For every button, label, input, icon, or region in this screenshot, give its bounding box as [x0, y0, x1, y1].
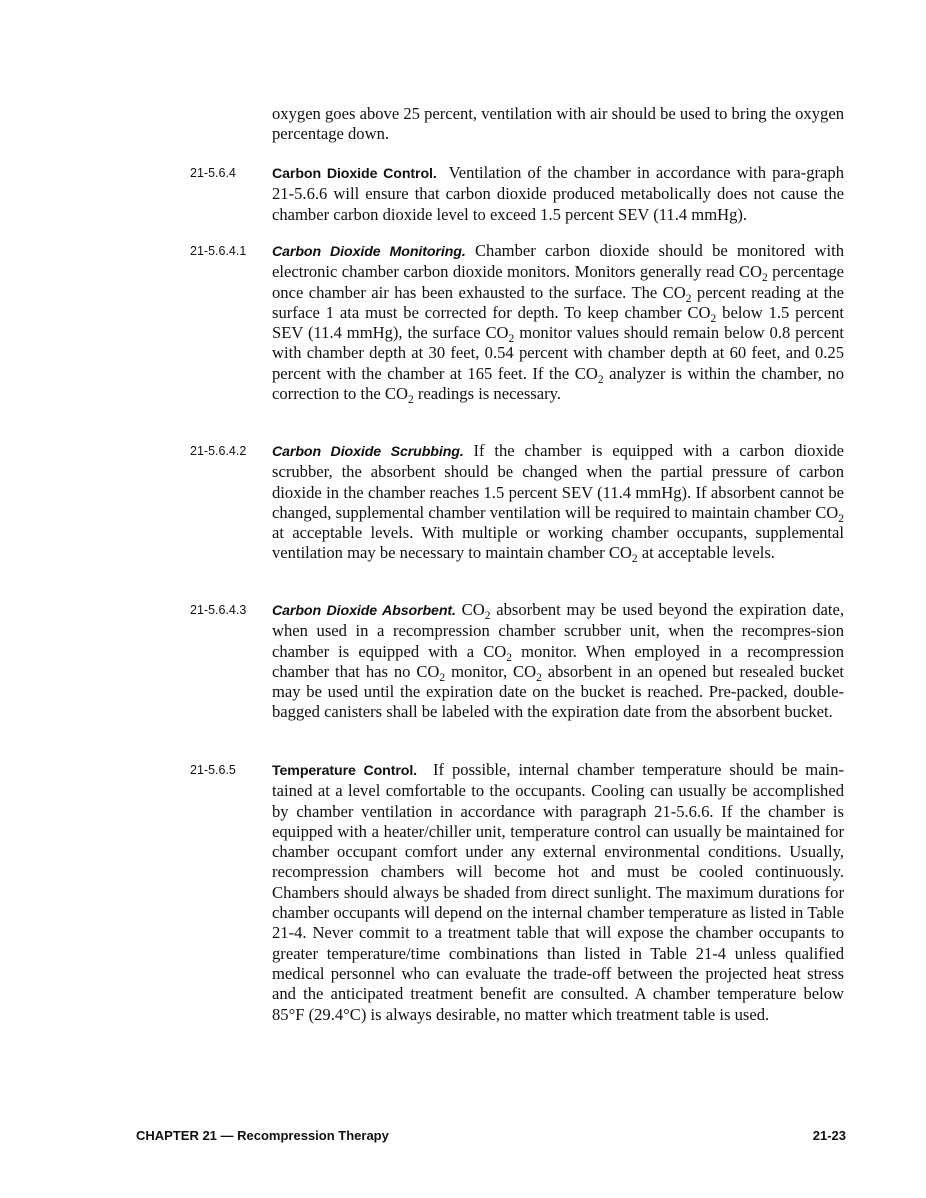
- section-paragraph-co2-monitoring: [272, 241, 845, 407]
- section-text: absorbent may be used beyond the expiration date, when used in a recompression chamber scrubber unit, when the recompres-sion chamber is equipped with a CO: [272, 600, 845, 661]
- section-heading: Carbon Dioxide Absorbent.: [272, 603, 456, 619]
- section-heading: Carbon Dioxide Scrubbing.: [272, 444, 464, 460]
- section-text: absorbent in an opened but resealed bucket may be used until the expiration date on the bucket is reached. Pre-packed, double-bagged canisters shall be labeled with the expiration date from the absorbent bucket.: [272, 661, 844, 722]
- section-paragraph-temperature-control: [272, 760, 844, 1025]
- section-number: 21-5.6.4.2: [190, 444, 247, 458]
- intro-text: oxygen goes above 25 percent, ventilation with air should be used to bring the oxygen percentage down.: [272, 104, 844, 144]
- subscript: 2: [439, 671, 446, 684]
- section-text: at acceptable levels. With multiple or working chamber occupants, supplemental ventilation may be necessary to maintain chamber CO: [272, 523, 844, 563]
- section-heading: Carbon Dioxide Monitoring.: [272, 244, 466, 260]
- section-text: If the chamber is equipped with a carbon dioxide scrubber, the absorbent should be changed when the partial pressure of carbon dioxide in the chamber reaches 1.5 percent SEV (11.4 mmHg). If absorbent cannot be changed, supplemental chamber ventilation will be required to maintain chamber CO: [272, 441, 845, 522]
- section-paragraph-co2-scrubbing: [272, 441, 844, 564]
- section-text: below 1.5 percent SEV (11.4 mmHg), the surface CO: [272, 302, 845, 343]
- section-paragraph-co2-absorbent: [272, 600, 844, 723]
- section-text: If possible, internal chamber temperature should be main-tained at a level comfortable to the occupants. Cooling can usually be accomplished by chamber ventilation in accordance with paragraph 21-5.6.6. If the chamber is equipped with a heater/chiller unit, temperature control can usually be maintained for chamber occupant comfort under any external environmental conditions. Usually, recompression chambers will become hot and must be cooled continuously. Chambers should always be shaded from direct sunlight. The maximum durations for chamber occupants will depend on the internal chamber temperature as listed in Table 21-4. Never commit to a treatment table that will expose the chamber occupants to greater temperature/time combinations than listed in Table 21-4 unless qualified medical personnel who can evaluate the trade-off between the projected heat stress and the anticipated treatment benefit are consulted. A chamber temperature below 85°F (29.4°C) is always desirable, no matter which treatment table is used.: [272, 760, 844, 1024]
- section-paragraph-co2-control: [272, 163, 844, 225]
- section-text: Chamber carbon dioxide should be monitored with electronic chamber carbon dioxide monitors. Monitors generally read CO: [272, 241, 844, 282]
- section-number: 21-5.6.4.1: [190, 244, 247, 258]
- subscript: 2: [508, 333, 515, 346]
- section-text: analyzer is within the chamber, no correction to the CO: [272, 363, 845, 404]
- section-text: at acceptable levels.: [641, 543, 775, 563]
- subscript: 2: [597, 373, 604, 386]
- subscript: 2: [710, 312, 717, 325]
- section-heading: Temperature Control.: [272, 763, 418, 779]
- section-text: percentage once chamber air has been exhausted to the surface. The CO: [272, 262, 844, 302]
- section-text: percent reading at the surface 1 ata must be corrected for depth. To keep chamber CO: [272, 282, 844, 322]
- subscript: 2: [631, 553, 638, 566]
- intro-paragraph: [272, 104, 844, 145]
- footer-chapter-title: CHAPTER 21 — Recompression Therapy: [136, 1128, 389, 1143]
- subscript: 2: [761, 272, 768, 285]
- section-text: readings is necessary.: [417, 384, 561, 404]
- section-text: monitor values should remain below 0.8 percent with chamber depth at 30 feet, 0.54 percent with chamber depth at 60 feet, and 0.25 percent with the chamber at 165 feet. If the CO: [272, 323, 844, 383]
- subscript: 2: [484, 610, 491, 622]
- section-heading: Carbon Dioxide Control.: [272, 166, 437, 182]
- section-number: 21-5.6.4: [190, 166, 236, 180]
- subscript: 2: [506, 651, 513, 664]
- section-text: monitor. When employed in a recompression chamber that has no CO: [272, 641, 844, 681]
- footer-page-number: 21-23: [812, 1128, 846, 1143]
- subscript: 2: [685, 292, 692, 305]
- section-number: 21-5.6.5: [190, 763, 236, 777]
- section-text: monitor, CO: [451, 661, 537, 681]
- subscript: 2: [536, 671, 542, 684]
- subscript: 2: [407, 394, 414, 407]
- section-number: 21-5.6.4.3: [190, 603, 247, 617]
- section-text: Ventilation of the chamber in accordance with para-graph 21-5.6.6 will ensure that carbon dioxide produced metabolically does not cause the chamber carbon dioxide level to exceed 1.5 percent SEV (11.4 mmHg).: [272, 163, 845, 224]
- subscript: 2: [838, 512, 844, 525]
- section-text: CO: [461, 600, 485, 619]
